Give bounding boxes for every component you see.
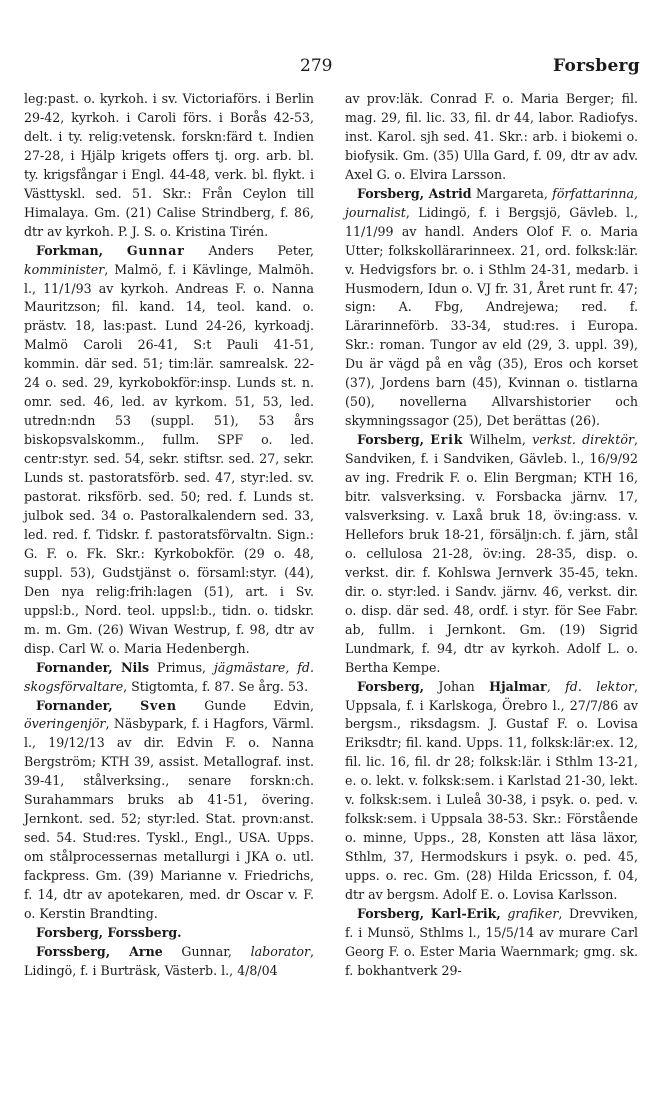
right-column [345, 90, 638, 981]
left-column [24, 90, 314, 981]
entry-text: , Sandviken, f. i Sandviken, Gävleb. l., 16/9/92 av ing. Fredrik F. o. Elin Bergman; KTH 16, bitr. valsverksing. v. Forsbacka järnv. 17, valsverksing. v. Laxå bruk 18, öv:ing:ass. v. Hellefors bruk 18-21, försäljn:ch. f. järn, stål o. cellulosa 21-28, öv:ing. 28-35, disp. o. verkst. dir. f. Kohlswa Jernverk 35-45, tekn. dir. o. styr:led. i Sandv. järnv. 46, verkst. dir. o. disp. där sed. 48, ordf. i styr. för See Fabr. ab, fullm. i Jernkont. Gm. (19) Sigrid Lundmark, f. 94, dtr av kyrkoh. Adolf L. o. Bertha Kempe. [345, 432, 638, 675]
entry-given-name: Erik [430, 432, 464, 448]
page-number: 279 [300, 56, 333, 76]
entry-surname: Forsberg, Forssberg. [36, 924, 182, 940]
entry [345, 90, 638, 185]
entry-surname: Fornander, [36, 697, 113, 713]
entry-title: komminister [24, 261, 105, 277]
entry-text: , Malmö, f. i Kävlinge, Malmöh. l., 11/1/93 av kyrkoh. Andreas F. o. Nanna Mauritzson; fil. kand. 14, teol. kand. o. prästv. 18, las:past. Lund 24-26, kyrkoadj. Malmö Caroli 26-41, S:t Pauli 41-51, kommin. där sed. 51; tim:lär. samrealsk. 22-24 o. sed. 29, kyrkobokför:insp. Lunds st. n. omr. sed. 46, led. av kyrkom. 51, 53, led. utredn:ndn 53 (suppl. 51), 53 års biskopsvalskomm., fullm. SPF o. led. centr:styr. sed. 54, sekr. stiftsr. sed. 27, sekr. Lunds st. pastoratsförb. sed. 47, styr:led. sv. pastorat. riksförb. sed. 50; red. f. Lunds st. julbok sed. 34 o. Pastoralkalendern sed. 33, led. red. f. Tidskr. f. pastoratsförvaltn. Sign.: G. F. o. Fk. Skr.: Kyrkobokför. (29 o. 48, suppl. 53), Gudstjänst o. församl:styr. (44), Den nya relig:frih:lagen (51), art. i Sv. uppsl:b., Nord. teol. uppsl:b., tidn. o. tidskr. m. m. Gm. (26) Wivan Westrup, f. 98, dtr av disp. Carl W. o. Maria Hedenbergh. [24, 261, 314, 656]
entry-text: Gunde Edvin, [204, 697, 314, 713]
entry-text: Primus, [149, 659, 214, 675]
entry [24, 90, 314, 242]
entry [345, 431, 638, 677]
entry-title: verkst. direktör [532, 432, 634, 448]
entry-text: , Lidingö, f. i Burträsk, Västerb. l., 4/8/04 [24, 943, 314, 978]
entry-text: Margareta, [471, 185, 553, 201]
entry-text: , Uppsala, f. i Karlskoga, Örebro l., 27/7/86 av bergsm., riksdagsm. J. Gustaf F. o. Lovisa Eriksdtr; fil. kand. Upps. 11, folksk:lär:ex. 12, fil. lic. 16, fil. dr 28; folksk:lär. i Sthlm 13-21, e. o. lekt. v. folksk:sem. i Karlstad 21-30, lekt. v. folksk:sem. i Luleå 30-38, i psyk. o. ped. v. folksk:sem. i Uppsala 38-53. Skr.: Förstående o. minne, Upps., 28, Konsten att läsa läxor, Sthlm, 37, Hermodskurs i psyk. o. ped. 45, upps. o. rec. Gm. (28) Hilda Ericsson, f. 04, dtr av bergsm. Adolf E. o. Lovisa Karlsson. [345, 678, 638, 903]
entry-given-name: Sven [140, 697, 177, 713]
entry [345, 678, 638, 905]
entry-text: leg:past. o. kyrkoh. i sv. Victoriaförs. i Berlin 29-42, kyrkoh. i Caroli förs. i Borås 42-53, delt. i ty. relig:vetensk. forskn:färd t. Indien 27-28, i Hjälp krigets offers tj. org. arb. bl. ty. krigsfångar i Engl. 44-48, verk. bl. flykt. i Västtyskl. sed. 51. Skr.: Från Ceylon till Himalaya. Gm. (21) Calise Strindberg, f. 86, dtr av kyrkoh. P. J. S. o. Kristina Tirén. [24, 91, 314, 239]
page-header [0, 56, 672, 86]
entry-text: av prov:läk. Conrad F. o. Maria Berger; fil. mag. 29, fil. lic. 33, fil. dr 44, labor. Radiofys. inst. Karol. sjh sed. 41. Skr.: arb. i biokemi o. biofysik. Gm. (35) Ulla Gard, f. 09, dtr av adv. Axel G. o. Elvira Larsson. [345, 91, 638, 182]
entry-surname: Forssberg, Arne [36, 943, 163, 959]
running-head: Forsberg [553, 56, 640, 76]
entry-title: grafiker [507, 905, 559, 921]
entry-surname: Forsberg, [357, 678, 425, 694]
entry-text: , Näsbypark, f. i Hagfors, Värml. l., 19/12/13 av dir. Edvin F. o. Nanna Bergström; KTH 39, assist. Metallograf. inst. 39-41, stålverksing., senare forskn:ch. Surahammars bruks ab 41-51, övering. Jernkont. sed. 52; styr:led. Stat. provn:anst. sed. 54. Stud:res. Tyskl., Engl., USA. Upps. om stålprocessernas metallurgi i JKA o. utl. fackpress. Gm. (39) Marianne v. Friedrichs, f. 14, dtr av apotekaren, med. dr Oscar v. F. o. Kerstin Brandting. [24, 716, 314, 921]
entry-surname: Forsberg, [357, 432, 425, 448]
entry-given-name: Hjalmar [489, 678, 547, 694]
entry [24, 242, 314, 659]
entry [345, 185, 638, 431]
entry [345, 905, 638, 981]
entry-title: överingenjör [24, 716, 106, 732]
entry-text: , Stigtomta, f. 87. Se årg. 53. [123, 678, 309, 694]
entry-text: Anders Peter, [208, 242, 314, 258]
entry [24, 697, 314, 924]
entry-title: laborator [250, 943, 310, 959]
entry-text: , Lidingö, f. i Bergsjö, Gävleb. l., 11/1/99 av handl. Anders Olof F. o. Maria Utter; folkskollärarinneex. 21, ord. folksk:lär. v. Hedvigsfors br. o. i Sthlm 24-31, medarb. i Husmodern, Idun o. VJ fr. 31, Året runt fr. 47; sign: A. Fbg, Andrejewa; red. f. Lärarinneförb. 33-34, stud:res. i Europa. Skr.: roman. Tungor av eld (29, 3. uppl. 39), Du är vägd på en våg (35), Eros och korset (37), Jordens barn (45), Kvinnan o. tistlarna (50), novellerna Allvarshistorier och skymningssagor (25), Det berättas (26). [345, 204, 638, 429]
entry-surname: Forsberg, Astrid [357, 185, 472, 201]
entry-title: , fd. lektor [546, 678, 634, 694]
entry-text: , Drevviken, f. i Munsö, Sthlms l., 15/5/14 av murare Carl Georg F. o. Ester Maria Waernmark; gmg. sk. f. bokhantverk 29- [345, 905, 638, 978]
entry-text: Gunnar, [162, 943, 251, 959]
entry-surname: Fornander, Nils [36, 659, 150, 675]
entry-text: Wilhelm, [469, 432, 533, 448]
entry-surname: Forsberg, Karl-Erik, [357, 905, 501, 921]
entry-title: författarinna, journalist [345, 185, 639, 220]
entry [24, 659, 314, 697]
entry-given-name: Gunnar [126, 242, 185, 258]
entry-surname: Forkman, [36, 242, 104, 258]
entry-title: jägmästare, fd. skogsförvaltare [24, 659, 314, 694]
entry [24, 924, 314, 943]
entry-text: Johan [424, 678, 490, 694]
entry [24, 943, 314, 981]
